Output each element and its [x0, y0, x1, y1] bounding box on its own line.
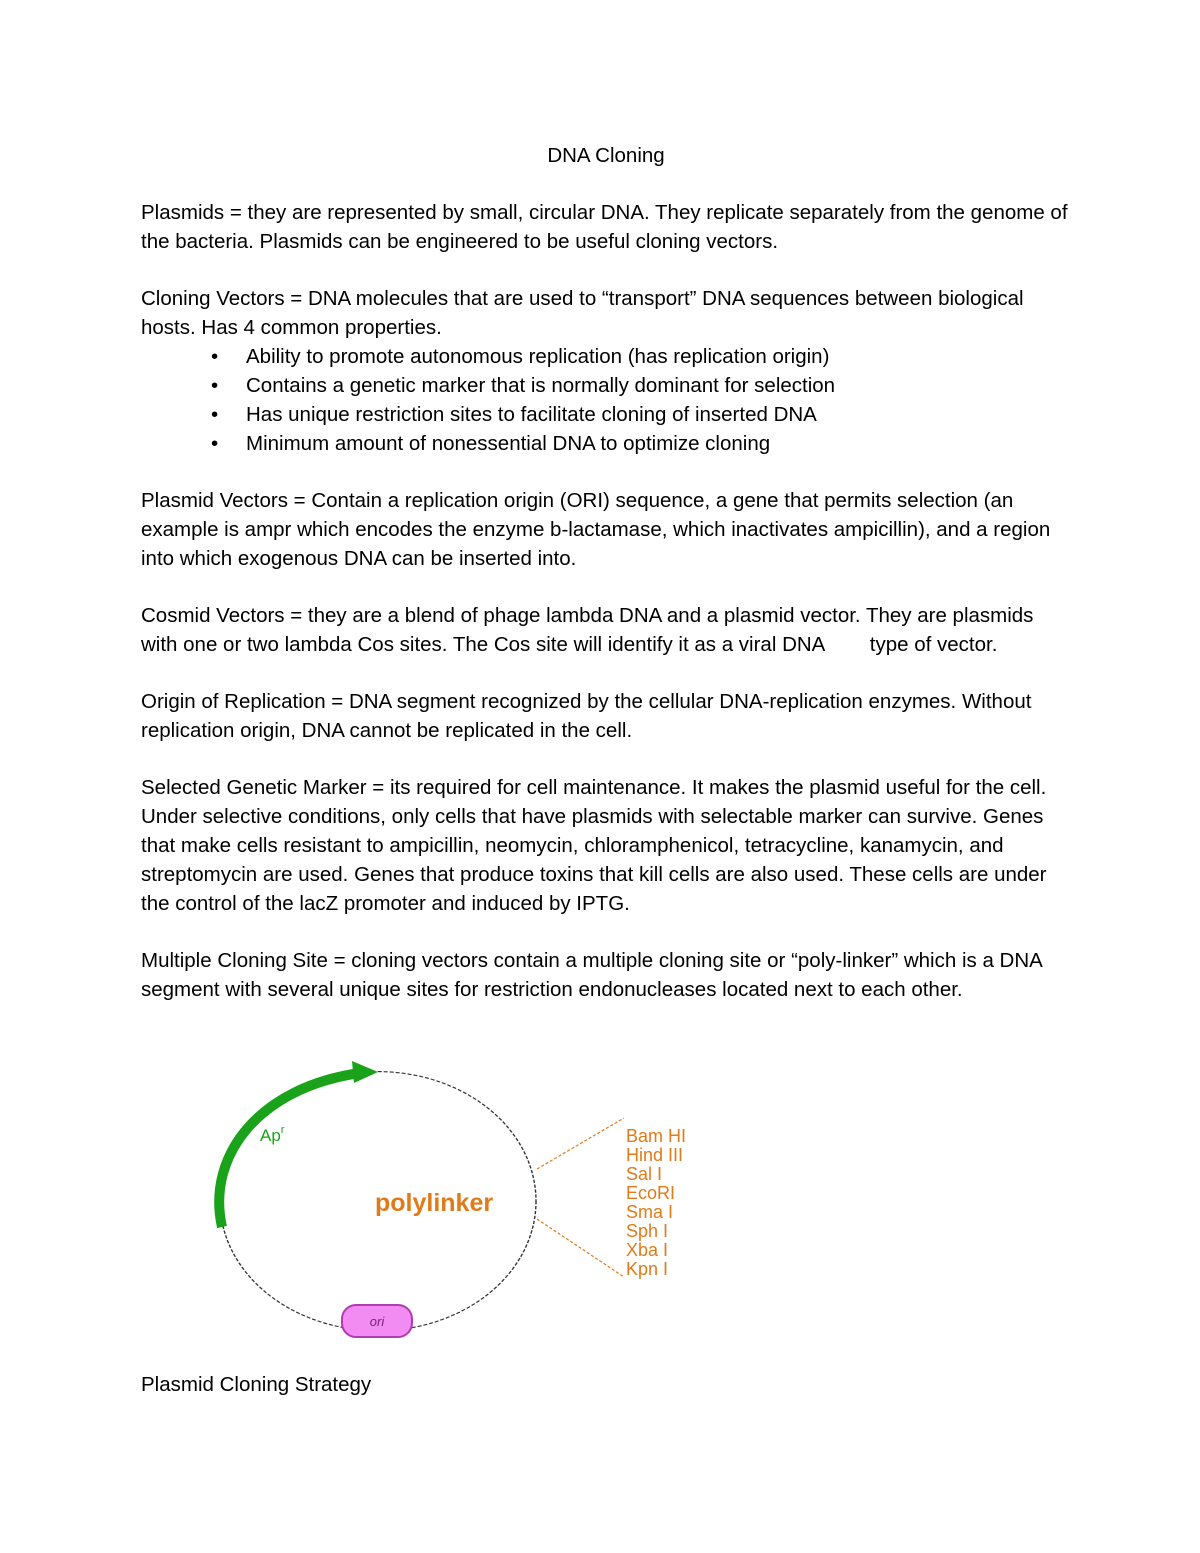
- property-text: Ability to promote autonomous replication (has replication origin): [246, 345, 830, 368]
- properties-list: [141, 342, 1071, 458]
- restriction-site: Sph I: [626, 1221, 669, 1241]
- bullet-icon: •: [211, 345, 219, 368]
- arrow-head-icon: [352, 1061, 378, 1083]
- restriction-site-list: [626, 1126, 686, 1279]
- cosmid-vectors-paragraph: Cosmid Vectors = they are a blend of phage lambda DNA and a plasmid vector. They are plasmids with one or two lambda Cos sites. The Cos site will identify it as a viral DNA type of vector.: [141, 604, 1040, 656]
- restriction-site: Hind III: [626, 1145, 684, 1165]
- property-item: [141, 371, 1071, 400]
- polylinker-label: polylinker: [375, 1189, 494, 1217]
- document-body: [141, 141, 1071, 1032]
- plasmid-diagram: [200, 1055, 720, 1345]
- property-text: Minimum amount of nonessential DNA to optimize cloning: [246, 432, 771, 455]
- ori-label: ori: [369, 1314, 385, 1329]
- polylinker-line-bottom: [537, 1219, 624, 1277]
- property-text: Has unique restriction sites to facilitate cloning of inserted DNA: [246, 403, 817, 426]
- bullet-icon: •: [211, 403, 219, 426]
- selected-genetic-marker-paragraph: Selected Genetic Marker = its required for cell maintenance. It makes the plasmid useful for the cell. Under selective conditions, only cells that have plasmids with selectable marker can survive. Genes that make cells resistant to ampicillin, neomycin, chloramphenicol, tetracycline, kanamycin, and streptomycin are used. Genes that produce toxins that kill cells are also used. These cells are under the control of the lacZ promoter and induced by IPTG.: [141, 776, 1047, 915]
- origin-of-replication-paragraph: Origin of Replication = DNA segment recognized by the cellular DNA-replication enzymes. Without replication origin, DNA cannot be replicated in the cell.: [141, 690, 1032, 742]
- restriction-site: Xba I: [626, 1240, 669, 1260]
- cloning-vectors-paragraph: Cloning Vectors = DNA molecules that are used to “transport” DNA sequences between biological hosts. Has 4 common properties.: [141, 287, 1024, 339]
- restriction-site: Sma I: [626, 1202, 674, 1222]
- bullet-icon: •: [211, 432, 219, 455]
- plasmid-cloning-strategy-heading: Plasmid Cloning Strategy: [141, 1373, 372, 1396]
- plasmids-paragraph: Plasmids = they are represented by small, circular DNA. They replicate separately from the genome of the bacteria. Plasmids can be engineered to be useful cloning vectors.: [141, 201, 1068, 253]
- polylinker-line-top: [537, 1118, 624, 1169]
- restriction-site: EcoRI: [626, 1183, 676, 1203]
- restriction-site: Sal I: [626, 1164, 663, 1184]
- plasmid-vectors-paragraph: Plasmid Vectors = Contain a replication origin (ORI) sequence, a gene that permits selection (an example is ampr which encodes the enzyme b-lactamase, which inactivates ampicillin), and a region into which exogenous DNA can be inserted into.: [141, 489, 1056, 570]
- ampicillin-resistance-arrow: [219, 1073, 360, 1227]
- restriction-site: Bam HI: [626, 1126, 687, 1146]
- multiple-cloning-site-paragraph: Multiple Cloning Site = cloning vectors contain a multiple cloning site or “poly-linker” which is a DNA segment with several unique sites for restriction endonucleases located next to each other.: [141, 949, 1042, 1001]
- property-text: Contains a genetic marker that is normally dominant for selection: [246, 374, 836, 397]
- property-item: [141, 342, 1071, 371]
- resistance-label: Ap$^r$: [260, 1124, 285, 1145]
- property-item: [141, 400, 1071, 429]
- document-title: DNA Cloning: [547, 144, 665, 167]
- bullet-icon: •: [211, 374, 219, 397]
- plasmid-diagram-svg: [200, 1055, 720, 1345]
- restriction-site: Kpn I: [626, 1259, 669, 1279]
- property-item: [141, 429, 1071, 458]
